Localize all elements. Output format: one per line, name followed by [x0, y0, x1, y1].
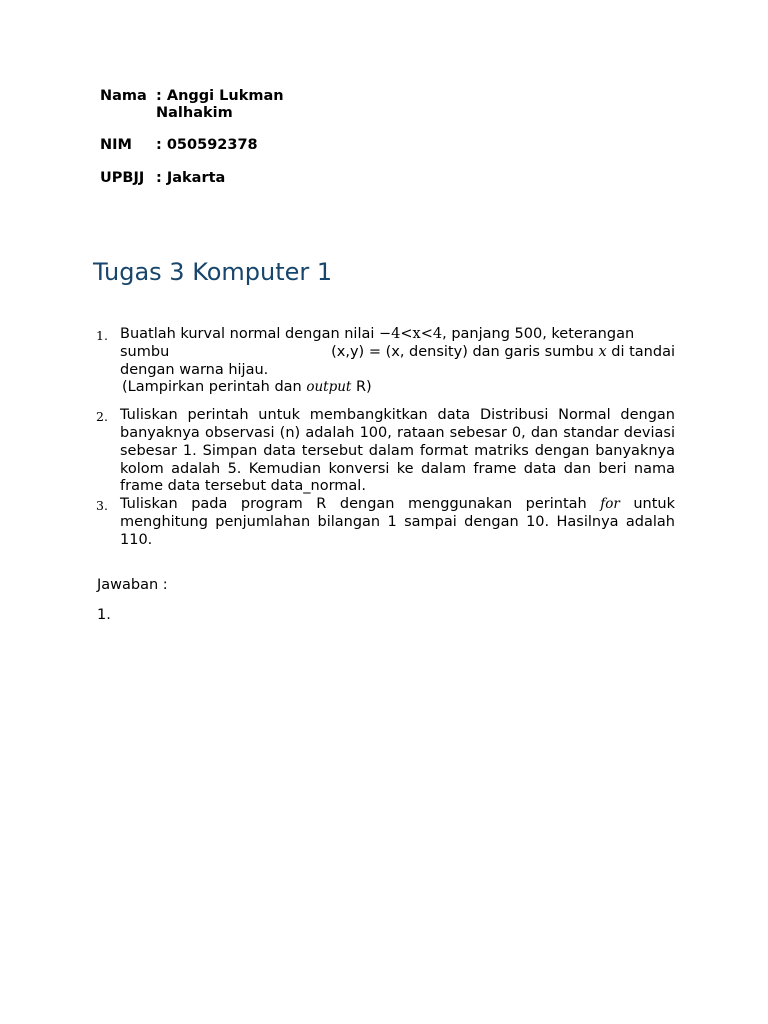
- answer-number: 1.: [97, 607, 111, 623]
- task-3-text: [120, 496, 675, 549]
- task-3-text-post: untuk menghitung penjumlahan bilangan 1 sampai dengan 10. Hasilnya adalah 110.: [120, 496, 675, 548]
- nim-label: NIM: [100, 137, 132, 153]
- name-value: : Anggi Lukman Nalhakim: [156, 88, 284, 121]
- sumbu-rest-post: di tandai: [606, 343, 675, 360]
- task-1-note: [120, 379, 675, 397]
- identity-row-nim: [100, 137, 306, 154]
- note-italic: output: [306, 379, 352, 396]
- task-3-italic: for: [600, 496, 620, 513]
- math-range: −4<x<4: [379, 326, 443, 342]
- identity-table: [100, 88, 306, 186]
- task-1-text-post: , panjang 500, keterangan: [442, 326, 635, 342]
- upbjj-value: : Jakarta: [156, 169, 226, 186]
- note-pre: (Lampirkan perintah dan: [122, 379, 307, 396]
- task-item-3: [96, 496, 675, 549]
- answer-label: Jawaban :: [97, 577, 168, 593]
- sumbu-rest-pre: (x,y) = (x, density) dan garis sumbu: [331, 343, 599, 360]
- task-item-2: [96, 407, 675, 496]
- math-var-x: x: [598, 343, 607, 360]
- task-1-line-1: [120, 326, 675, 344]
- sumbu-word: sumbu: [120, 343, 170, 360]
- identity-row-upbjj: [100, 170, 306, 187]
- sumbu-rest: [331, 344, 675, 362]
- upbjj-label: UPBJJ: [100, 169, 145, 186]
- task-number: 1.: [96, 328, 108, 343]
- task-2-text: Tuliskan perintah untuk membangkitkan data Distribusi Normal dengan banyaknya observasi (n) adalah 100, rataan sebesar 0, dan standar deviasi sebesar 1. Simpan data tersebut dalam format matriks dengan banyaknya kolom adalah 5. Kemudian konversi ke dalam frame data dan beri nama frame data tersebut data_normal.: [120, 407, 675, 495]
- identity-row-name: [100, 88, 306, 121]
- task-number: 2.: [96, 409, 108, 425]
- page-title: Tugas 3 Komputer 1: [93, 258, 333, 286]
- nim-value: : 050592378: [156, 137, 258, 153]
- task-3-text-pre: Tuliskan pada program R dengan menggunakan perintah: [120, 496, 601, 513]
- task-1-line-2: [120, 344, 675, 362]
- task-1-text: Buatlah kurval normal dengan nilai: [120, 326, 380, 342]
- name-label: Nama: [100, 88, 147, 104]
- task-number: 3.: [96, 498, 108, 514]
- note-post: R): [351, 379, 372, 396]
- task-list: [96, 326, 675, 550]
- task-item-1: [96, 326, 675, 397]
- task-1-line-3: dengan warna hijau.: [120, 361, 269, 378]
